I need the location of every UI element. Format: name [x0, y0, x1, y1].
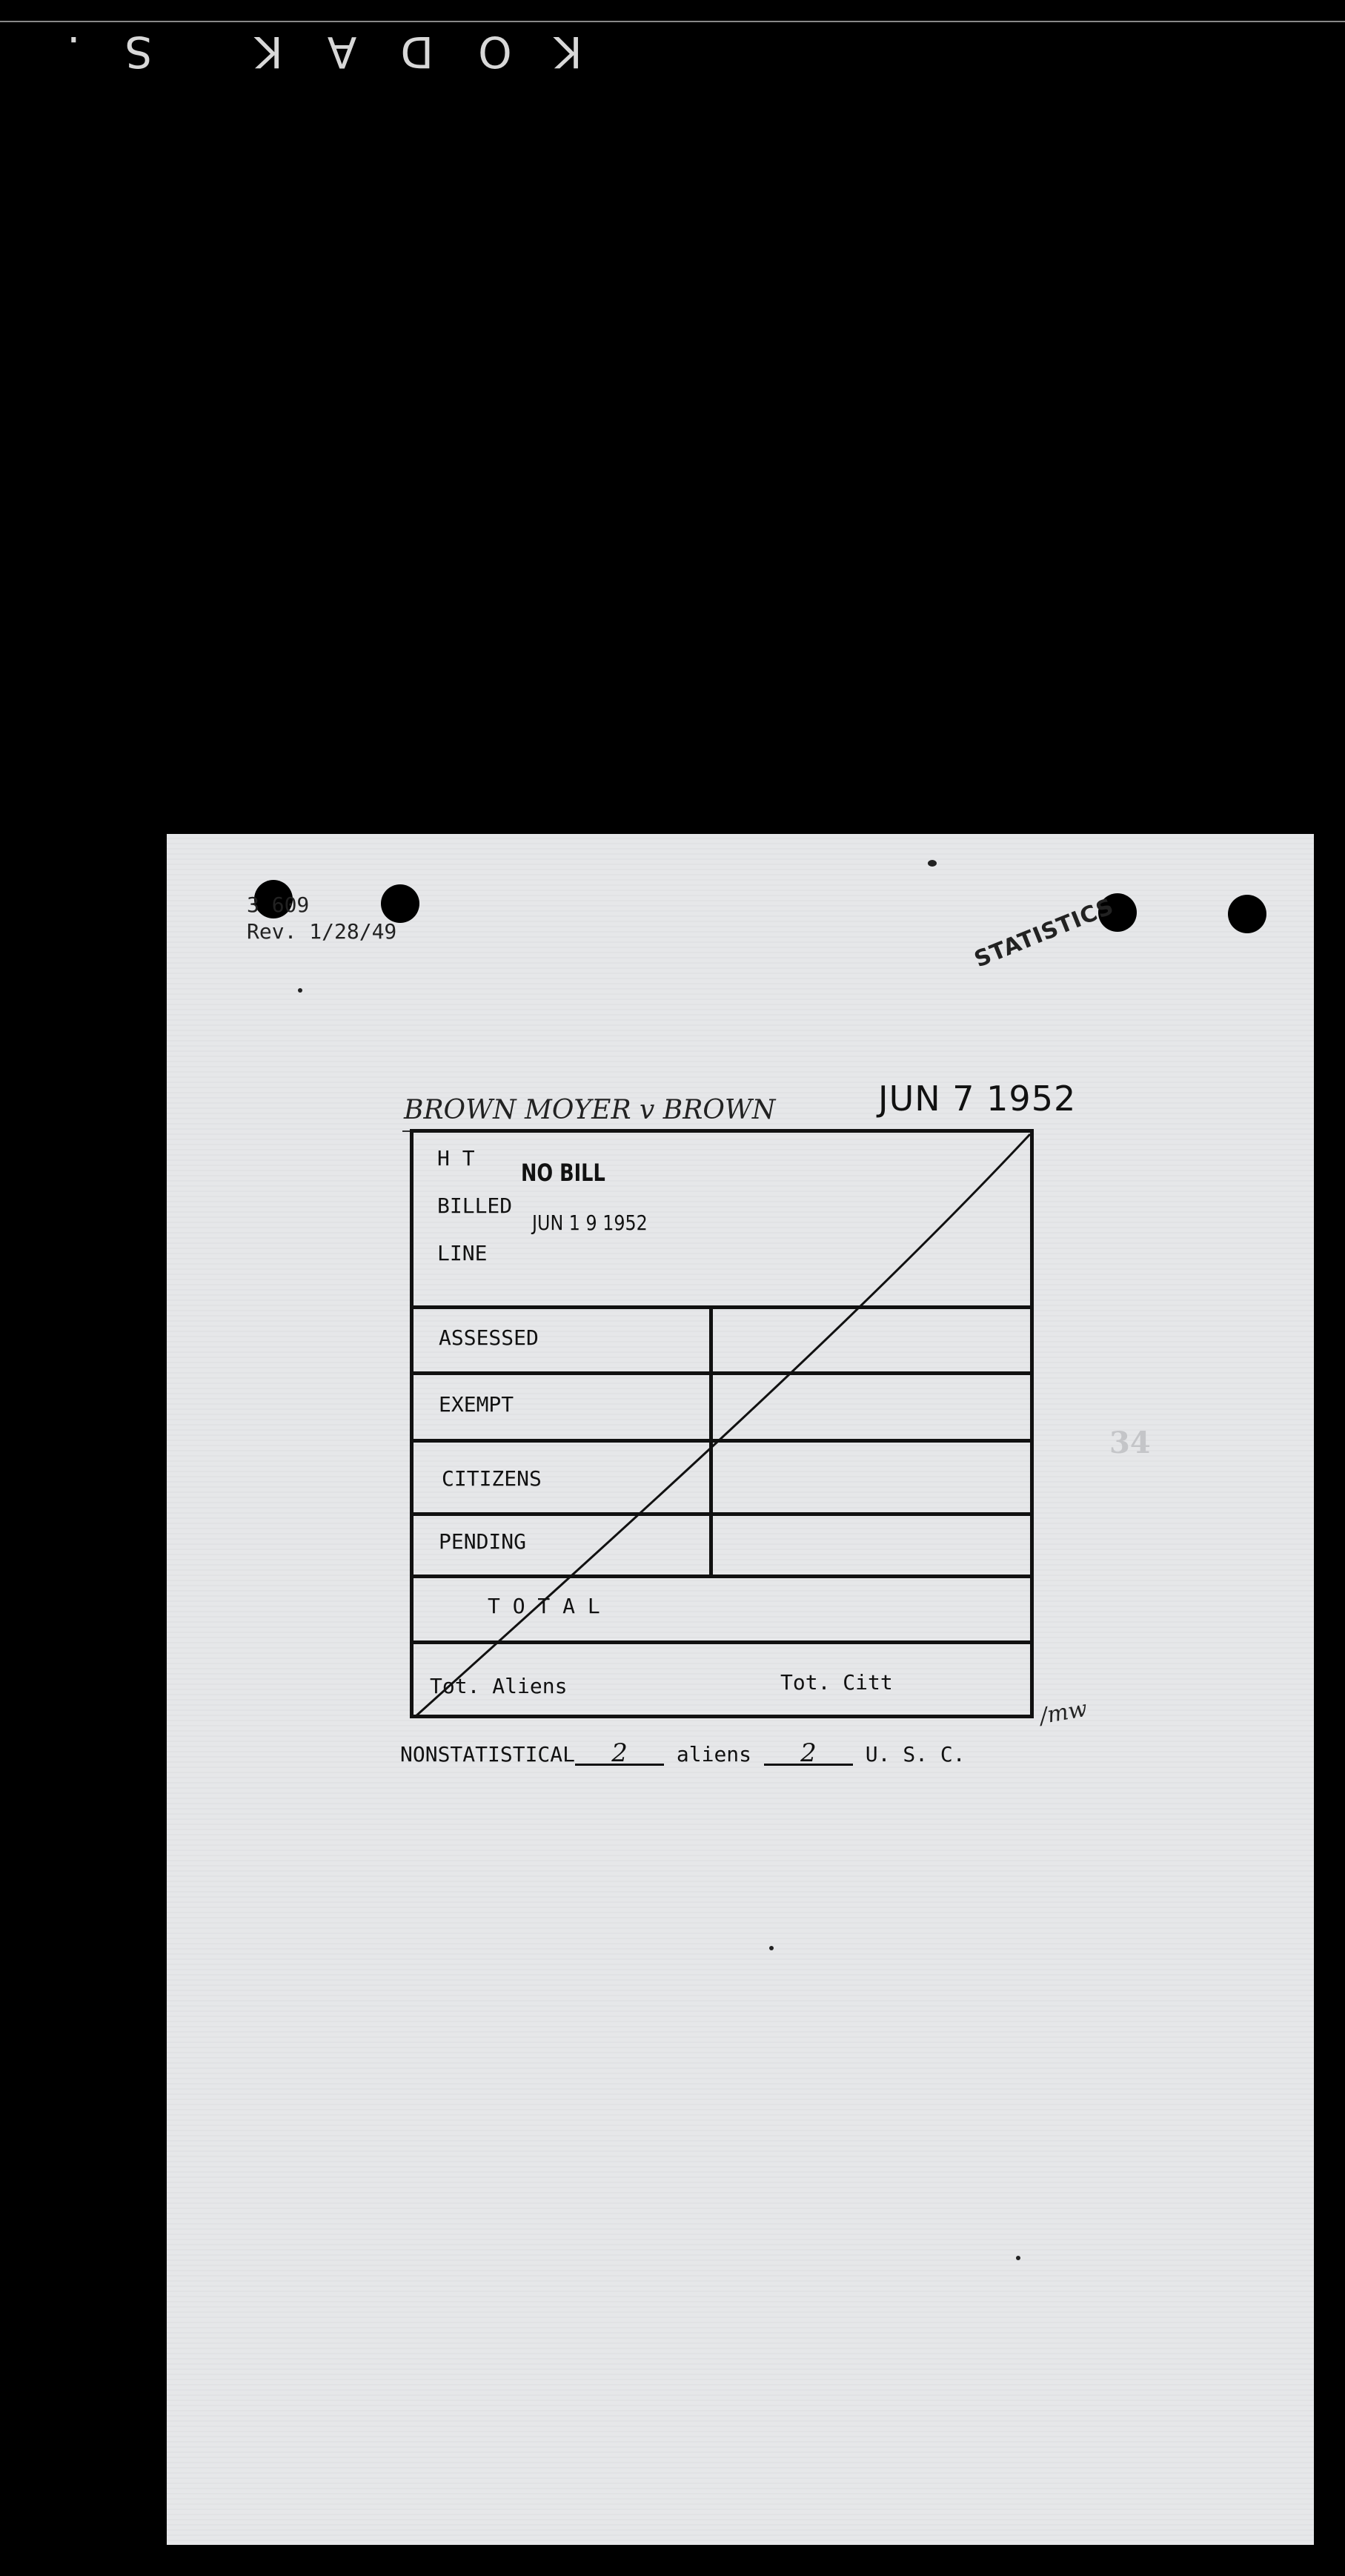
exempt-label: EXEMPT: [439, 1392, 514, 1417]
usc-label: U. S. C.: [865, 1742, 966, 1767]
form-number: 3 609: [247, 893, 310, 917]
speck: [928, 860, 937, 867]
document-page: [167, 834, 1314, 2545]
aliens-count: 2: [575, 1743, 664, 1766]
form-number-block: [247, 892, 396, 945]
line-label: LINE: [437, 1241, 488, 1265]
speck: [769, 1946, 774, 1950]
statistics-stamp: STATISTICS: [971, 893, 1118, 973]
received-date-stamp: JUN 7 1952: [878, 1079, 1077, 1119]
tot-aliens-label: Tot. Aliens: [430, 1674, 568, 1698]
billed-date-stamp: JUN 1 9 1952: [532, 1211, 648, 1235]
cancellation-diagonal: [414, 1133, 1037, 1722]
nonstatistical-line: [400, 1738, 966, 1768]
citizens-label: CITIZENS: [442, 1466, 542, 1491]
ht-label: H T: [437, 1146, 475, 1171]
usc-count: 2: [764, 1743, 853, 1766]
speck: [298, 988, 302, 993]
film-edge-rule: [0, 21, 1345, 22]
nonstatistical-label: NONSTATISTICAL: [400, 1742, 576, 1767]
margin-number: 34: [1109, 1426, 1151, 1460]
assessed-label: ASSESSED: [439, 1325, 539, 1350]
punch-hole-icon: [1228, 895, 1266, 933]
pending-label: PENDING: [439, 1529, 527, 1554]
total-label: T O T A L: [488, 1594, 600, 1618]
film-header: [0, 0, 1345, 82]
statistics-form-box: [410, 1129, 1034, 1718]
billed-label: BILLED: [437, 1193, 513, 1218]
speck: [1016, 2256, 1020, 2260]
case-name-handwriting: BROWN MOYER v BROWN: [404, 1095, 776, 1125]
form-revision: Rev. 1/28/49: [247, 919, 397, 944]
no-bill-stamp: NO BILL: [521, 1159, 605, 1187]
kodak-film-mark: KODAK S.: [22, 27, 582, 77]
tot-citt-label: Tot. Citt: [780, 1670, 893, 1695]
aliens-label: aliens: [676, 1742, 752, 1767]
initials-handwriting: /mw: [1037, 1695, 1089, 1730]
